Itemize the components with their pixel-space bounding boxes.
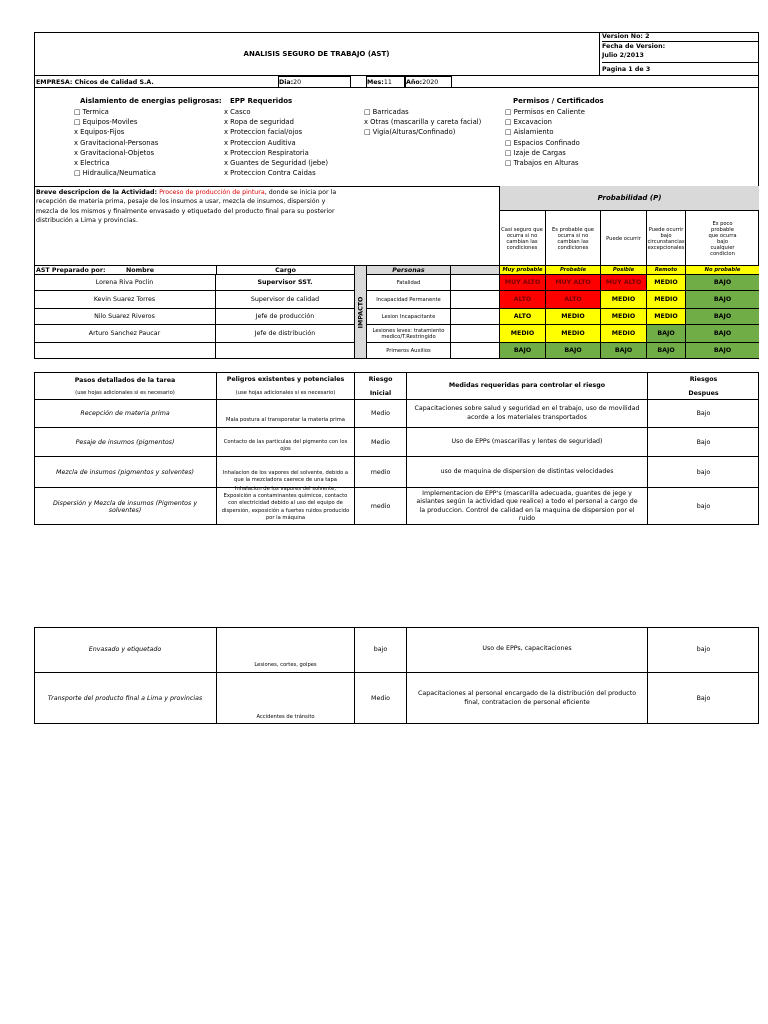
task-step: Mezcla de insumos (pigmentos y solventes) [34,457,216,488]
impacto-persona: Lesion Incapacitante [367,309,451,325]
prob-desc-remoto: Puede ocurrir bajo circunstancias excepcionales [647,211,686,266]
aislamiento-item[interactable]: x Equipos-Fijos [74,128,125,137]
otros-list [364,107,481,138]
risk-cell: BAJO [647,325,686,343]
aislamiento-item[interactable]: □ Equipos-Moviles [74,118,138,127]
preparado-label: AST Preparado por: [36,267,106,274]
anio-value: 2020 [422,78,439,86]
level-muy-probable: Muy probable [499,266,546,275]
personas-header: Personas [367,266,451,275]
risk-cell: MEDIO [647,275,686,291]
level-remoto: Remoto [647,266,686,275]
impacto-spacer [451,291,499,309]
level-no-probable: No probable [686,266,759,275]
description-label: Breve descripcion de la Actividad: [36,189,158,196]
mes-label: Mes: [367,78,384,86]
prob-desc-posible: Puede ocurrir [601,211,647,266]
risk-cell: BAJO [601,343,647,359]
probabilidad-title: Probabilidad (P) [499,186,759,211]
task-control-measure: Uso de EPPs (mascarillas y lentes de seguridad) [406,428,647,457]
prob-desc-probable: Es probable que ocurra si no cambian las condiciones [546,211,601,266]
preparador-nombre: Lorena Riva Poclin [34,275,216,291]
preparador-cargo: Jefe de producción [216,309,354,325]
risk-cell: MEDIO [546,325,601,343]
level-posible: Posible [601,266,647,275]
anio-label: Año: [406,78,423,86]
description-text: , donde se inicia por la recepción de materia prima, pesaje de los insumos a usar, mezcla de insumos, dispersión y mezcla de los mismos y finalmente envasado y etiquetado del producto final para su posterior distribución a Lima y provincias. [36,189,337,225]
aislamiento-item[interactable]: x Gravitacional-Objetos [74,148,155,157]
medidas-header: Medidas requeridas para controlar el riesgo [406,372,647,400]
empty-row [34,343,216,359]
epp-item[interactable]: x Proteccion Respiratoria [224,148,309,157]
impacto-spacer [451,275,499,291]
task-control-measure: Capacitaciones sobre salud y seguridad en el trabajo, uso de movilidad acorde a los materiales transportados [406,400,647,428]
risk-cell: BAJO [647,343,686,359]
version-box [599,32,759,76]
risk-cell: MEDIO [647,309,686,325]
dia-field [278,76,351,88]
risk-cell: MEDIO [647,291,686,309]
task-control-measure: Capacitaciones al personal encargado de la distribución del producto final, contratacion de personal eficiente [406,673,647,724]
dia-value: 20 [293,78,302,86]
task-hazard: Mala postura al transporatar la materia prima [216,400,354,428]
peligros-header: Peligros existentes y potenciales [216,372,354,387]
impacto-label-cell [354,266,367,359]
risk-cell: BAJO [499,343,546,359]
otros-item[interactable]: □ Vigia(Alturas/Confinado) [364,128,456,137]
prob-desc-muy-probable: Casi seguro que ocurra si no cambian las condiciones [499,211,546,266]
pasos-subheader: (use hojas adicionales si es necesario) [34,387,216,400]
aislamiento-item[interactable]: □ Hidraulica/Neumatica [74,169,156,178]
permisos-item[interactable]: □ Excavacion [505,118,552,127]
impacto-spacer [451,325,499,343]
task-residual-risk: bajo [647,457,759,488]
mes-field [366,76,405,88]
page-number: Pagina 1 de 3 [602,66,651,73]
otros-item[interactable]: □ Barricadas [364,108,409,116]
epp-title: EPP Requeridos [230,97,293,105]
task-hazard: Inhalacion de los vapores del solvente, debido a que la mezcladora caerece de una tapa [216,457,354,488]
task-step: Pesaje de insumos (pigmentos) [34,428,216,457]
impacto-spacer [451,309,499,325]
impacto-persona: Incapacidad Permanente [367,291,451,309]
risk-cell: MUY ALTO [546,275,601,291]
permisos-item[interactable]: □ Trabajos en Alturas [505,159,579,168]
risk-cell: ALTO [546,291,601,309]
risk-cell: MUY ALTO [601,275,647,291]
task-initial-risk: Medio [354,428,406,457]
task-residual-risk: Bajo [647,673,759,724]
preparador-cargo: Supervisor de calidad [216,291,354,309]
aislamiento-item[interactable]: x Gravitacional-Personas [74,138,159,147]
preparador-cargo: Supervisor SST. [216,275,354,291]
version-date: Julio 2/2013 [602,51,758,63]
epp-item[interactable]: x Proteccion facial/ojos [224,128,303,137]
risk-cell: MEDIO [601,309,647,325]
activity-description [36,188,348,226]
risk-cell: BAJO [686,343,759,359]
task-hazard: Contacto de las particulas del pigmento con los ojos [216,428,354,457]
permisos-item[interactable]: □ Espacios Confinado [505,138,580,147]
epp-list [224,107,328,178]
riesgo-header: Riesgo [354,372,406,387]
task-hazard: Inhalacion de los vapores del solvente, Exposición a contaminantes químicos, contacto con electricidad debido al uso del equipo de dispersión, exposición a fuertes ruidos producido por la máquina [216,488,354,525]
task-step: Dispersión y Mezcla de insumos (Pigmentos y solventes) [52,499,198,514]
task-residual-risk: Bajo [647,428,759,457]
epp-item[interactable]: x Proteccion Auditiva [224,138,296,147]
pasos-header: Pasos detallados de la tarea [74,376,176,384]
riesgo-subheader: Inicial [354,387,406,400]
task-hazard: Lesiones, cortes, golpes [216,627,354,673]
empresa-label: EMPRESA: Chicos de Calidad S.A. [36,78,154,86]
aislamiento-title: Aislamiento de energias peligrosas: [80,97,222,105]
risk-cell: MEDIO [601,291,647,309]
task-step: Transporte del producto final a Lima y provincias [47,695,203,702]
peligros-subheader: (use hojas adicionales si es necesario) [216,387,354,400]
impacto-spacer [451,343,499,359]
task-initial-risk: Medio [354,400,406,428]
permisos-item[interactable]: □ Aislamiento [505,128,554,137]
impacto-persona: Fatalidad [367,275,451,291]
dia-label: Dia: [279,78,294,86]
preparador-nombre: Arturo Sanchez Paucar [34,325,216,343]
aislamiento-item[interactable]: x Electrica [74,159,110,168]
aislamiento-item[interactable]: □ Termica [74,108,109,116]
epp-item[interactable]: x Ropa de seguridad [224,118,294,127]
task-initial-risk: medio [354,488,406,525]
task-control-measure: Implementacion de EPP's (mascarilla adecuada, guantes de jege y aislantes según la actividad que realice) a todo el personal a cargo de la produccion. Control de calidad en la maquina de dispersion por el ruido [406,488,647,525]
impacto-persona: Lesiones leves: tratamiento medico/T.Restringido [367,325,451,343]
risk-cell: MEDIO [546,309,601,325]
permisos-item[interactable]: □ Izaje de Cargas [505,148,566,157]
preparador-nombre: Nilo Suarez Riveros [34,309,216,325]
epp-item[interactable]: x Casco [224,108,251,116]
task-initial-risk: medio [354,457,406,488]
epp-item[interactable]: x Proteccion Contra Caidas [224,169,316,178]
despues-header: Riesgos [647,372,759,387]
task-control-measure: Uso de EPPs, capacitaciones [406,627,647,673]
aislamiento-list [74,107,158,178]
task-hazard: Accidentes de tránsito [216,673,354,724]
version-date-label: Fecha de Version: [602,43,666,50]
task-step: Envasado y etiquetado [34,627,216,673]
level-probable: Probable [546,266,601,275]
risk-cell: MUY ALTO [499,275,546,291]
permisos-title: Permisos / Certificados [513,97,604,105]
task-initial-risk: Medio [354,673,406,724]
prob-desc-no-probable: Es poco probable que ocurra bajo cualquier condicion [708,220,737,257]
task-residual-risk: Bajo [647,400,759,428]
nombre-header: Nombre [126,267,155,274]
risk-cell: BAJO [686,275,759,291]
risk-cell: BAJO [686,291,759,309]
document-title: ANALISIS SEGURO DE TRABAJO (AST) [243,50,390,58]
risk-cell: BAJO [686,325,759,343]
risk-cell: MEDIO [601,325,647,343]
version-number: Version No: 2 [602,32,758,42]
task-control-measure: uso de maquina de dispersion de distintas velocidades [406,457,647,488]
cargo-header: Cargo [216,266,354,275]
risk-cell: ALTO [499,309,546,325]
mes-value: 11 [383,78,392,86]
risk-cell: BAJO [546,343,601,359]
task-residual-risk: bajo [647,627,759,673]
impacto-label: IMPACTO [357,296,365,328]
risk-cell: ALTO [499,291,546,309]
preparador-cargo: Jefe de distribución [216,325,354,343]
permisos-list [505,107,585,168]
personas-header-spacer [451,266,499,275]
impacto-persona: Primeros Auxilios [367,343,451,359]
despues-subheader: Despues [647,387,759,400]
risk-cell: MEDIO [499,325,546,343]
description-highlight: Proceso de producción de pintura [159,189,265,196]
preparador-nombre: Kevin Suarez Torres [34,291,216,309]
anio-field [405,76,452,88]
permisos-item[interactable]: □ Permisos en Caliente [505,108,585,116]
task-step: Recepción de materia prima [34,400,216,428]
epp-item[interactable]: x Guantes de Seguridad (jebe) [224,159,329,168]
otros-item[interactable]: x Otras (mascarilla y careta facial) [364,118,482,127]
risk-cell: BAJO [686,309,759,325]
task-residual-risk: bajo [647,488,759,525]
task-initial-risk: bajo [354,627,406,673]
